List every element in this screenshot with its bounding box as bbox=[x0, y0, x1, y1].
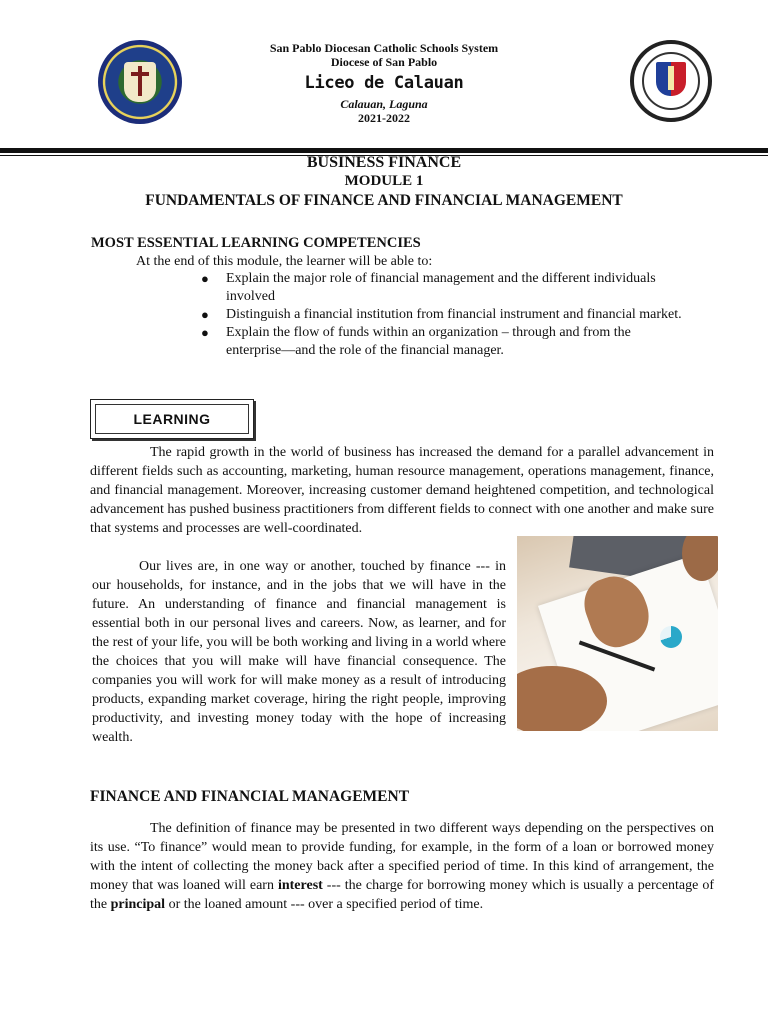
subject-title: BUSINESS FINANCE bbox=[306, 154, 462, 171]
module-topic: FUNDAMENTALS OF FINANCE AND FINANCIAL MANAGEMENT bbox=[145, 192, 623, 209]
paragraph-finance-in-life: Our lives are, in one way or another, touched by finance --- in our households, for instance, and in the jobs that we will have in the future. An understanding of finance and financial management is essential both in our personal lives and careers. Now, as learner, and for the rest of your life, you will be both working and living in a world where the choices that you will make will have financial consequence. The companies you will work for will make money as a result of introducing products, expanding market coverage, hiring the right people, improving productivity, and investing money today with the hope of increasing wealth. bbox=[92, 559, 506, 745]
module-number: MODULE 1 bbox=[344, 173, 424, 189]
bullet-icon: ● bbox=[201, 307, 209, 322]
school-location: Calauan, Laguna bbox=[340, 97, 428, 111]
learning-label: LEARNING bbox=[133, 411, 211, 427]
learning-section-box bbox=[90, 399, 254, 439]
paragraph-business-growth: The rapid growth in the world of business has increased the demand for a parallel advancement in different fields such as accounting, marketing, human resource management, operations management, finance, and financial management. Moreover, increasing customer demand heightened competition, and technological advancement has pushed business practitioners from different fields to connect with one another and make sure that systems and processes are well-coordinated. bbox=[90, 445, 714, 536]
school-system-name: San Pablo Diocesan Catholic Schools System bbox=[269, 41, 499, 55]
header-divider bbox=[0, 148, 768, 153]
finance-section-heading: FINANCE AND FINANCIAL MANAGEMENT bbox=[90, 788, 410, 805]
competencies-intro: At the end of this module, the learner will be able to: bbox=[136, 254, 433, 269]
list-item: ● Explain the flow of funds within an organization – through and from the enterprise—and the role of the financial manager. bbox=[201, 325, 631, 358]
term-principal: principal bbox=[110, 897, 166, 912]
diocese-name: Diocese of San Pablo bbox=[330, 55, 438, 69]
paragraph-finance-definition: The definition of finance may be presented in two different ways depending on the perspectives on its use. “To finance” would mean to provide funding, for example, in the form of a loan or borrowed money with the intent of collecting the money back after a specified period of time. In this kind of arrangement, the money that was loaned will earn interest --- the charge for borrowing money which is usually a percentage of the principal or the loaned amount --- over a specified period of time. bbox=[90, 821, 714, 912]
school-name: Liceo de Calauan bbox=[304, 73, 464, 93]
list-item: ● Explain the major role of financial management and the different individuals involved bbox=[201, 271, 656, 304]
school-year: 2021-2022 bbox=[358, 111, 410, 125]
competencies-heading: MOST ESSENTIAL LEARNING COMPETENCIES bbox=[91, 235, 421, 251]
competencies-list bbox=[198, 270, 688, 360]
term-interest: interest bbox=[277, 878, 323, 893]
bullet-icon: ● bbox=[201, 271, 209, 286]
list-item: ● Distinguish a financial institution from financial instrument and financial market. bbox=[201, 307, 682, 322]
finance-meeting-photo bbox=[517, 536, 718, 731]
bullet-icon: ● bbox=[201, 325, 209, 340]
